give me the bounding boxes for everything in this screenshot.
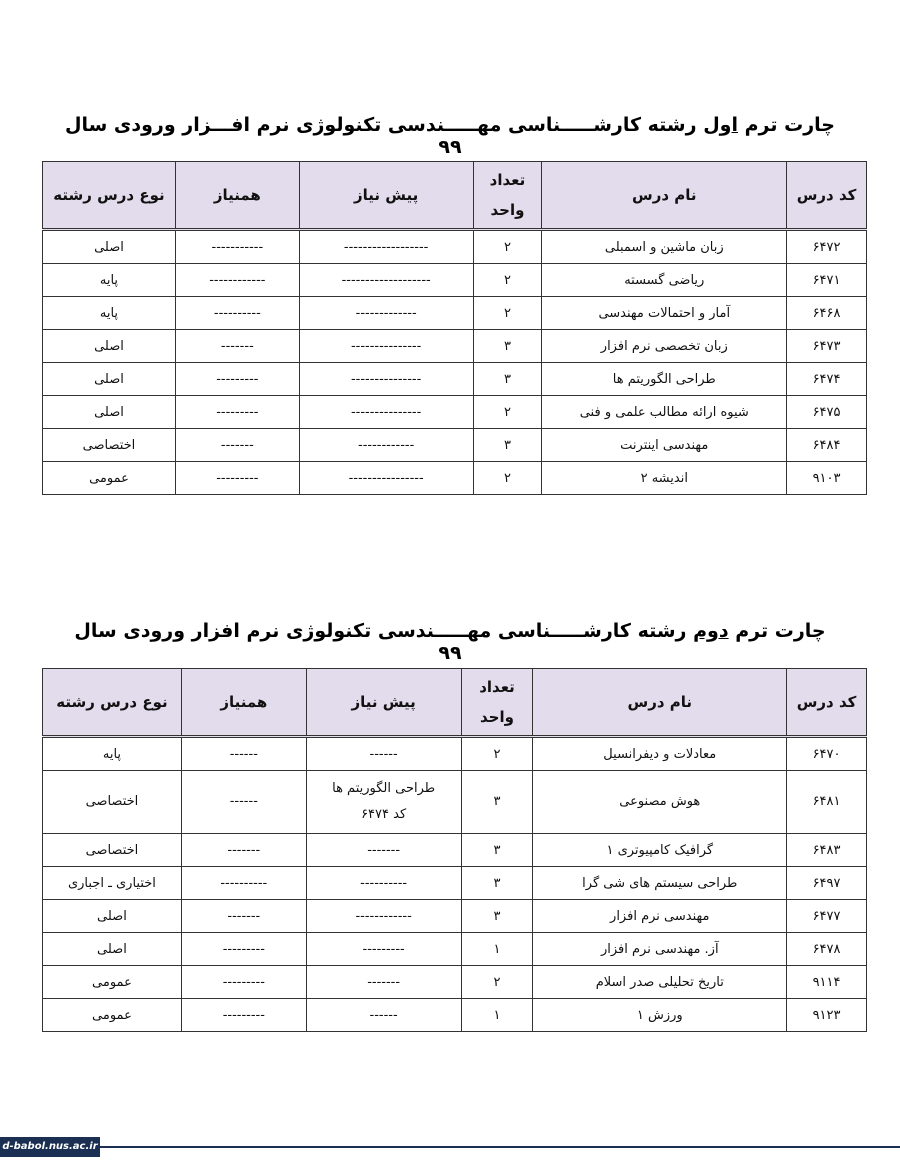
course-code: ۹۱۰۳ <box>787 462 867 495</box>
course-name: طراحی الگوریتم ها <box>542 363 787 396</box>
chart1-table <box>42 161 867 495</box>
course-prerequisite: --------------- <box>299 330 473 363</box>
table-row <box>43 330 867 363</box>
course-type: اختیاری ـ اجباری <box>43 867 182 900</box>
course-prerequisite <box>306 771 461 834</box>
course-code: ۶۴۸۳ <box>787 834 867 867</box>
header-corequisite: همنیاز <box>181 669 306 737</box>
course-type: عمومی <box>43 966 182 999</box>
course-units: ۳ <box>461 771 533 834</box>
course-units: ۲ <box>473 297 542 330</box>
header-prerequisite: پیش نیاز <box>299 162 473 230</box>
header-units-line2: واحد <box>490 201 525 219</box>
course-name: مهندسی نرم افزار <box>533 900 787 933</box>
chart2-title-prefix: چارت ترم <box>735 620 826 642</box>
table-row <box>43 462 867 495</box>
course-code: ۶۴۷۳ <box>787 330 867 363</box>
course-type: عمومی <box>43 462 176 495</box>
course-corequisite: ----------- <box>175 230 299 264</box>
course-corequisite: --------- <box>175 462 299 495</box>
header-course-type: نوع درس رشته <box>43 669 182 737</box>
course-prerequisite: ------------------- <box>299 264 473 297</box>
course-units: ۲ <box>473 462 542 495</box>
course-prerequisite: --------------- <box>299 396 473 429</box>
course-name: طراحی سیستم های شی گرا <box>533 867 787 900</box>
chart2-title-term: دوم <box>693 620 729 642</box>
header-corequisite: همنیاز <box>175 162 299 230</box>
course-code: ۶۴۷۵ <box>787 396 867 429</box>
course-prerequisite: ------------------ <box>299 230 473 264</box>
course-code: ۶۴۹۷ <box>787 867 867 900</box>
table-row <box>43 363 867 396</box>
chart1-title-prefix: چارت ترم <box>744 114 835 136</box>
course-name: آمار و احتمالات مهندسی <box>542 297 787 330</box>
table-row <box>43 771 867 834</box>
table-row <box>43 966 867 999</box>
course-name: معادلات و دیفرانسیل <box>533 737 787 771</box>
course-name: هوش مصنوعی <box>533 771 787 834</box>
course-type: پایه <box>43 297 176 330</box>
prerequisite-course-code: کد ۶۴۷۴ <box>361 807 407 822</box>
course-prerequisite: ---------- <box>306 867 461 900</box>
course-units: ۲ <box>473 230 542 264</box>
course-type: اصلی <box>43 363 176 396</box>
course-name: اندیشه ۲ <box>542 462 787 495</box>
course-corequisite: ------- <box>175 429 299 462</box>
header-units-line1: تعداد <box>479 678 515 696</box>
table-row <box>43 396 867 429</box>
course-name: شیوه ارائه مطالب علمی و فنی <box>542 396 787 429</box>
course-prerequisite: ------------ <box>306 900 461 933</box>
course-code: ۶۴۸۱ <box>787 771 867 834</box>
course-units: ۳ <box>461 834 533 867</box>
course-corequisite: ------------ <box>175 264 299 297</box>
header-course-type: نوع درس رشته <box>43 162 176 230</box>
course-corequisite: ---------- <box>181 867 306 900</box>
chart1-title <box>60 114 840 158</box>
course-type: اصلی <box>43 330 176 363</box>
course-units: ۲ <box>461 966 533 999</box>
course-name: زبان تخصصی نرم افزار <box>542 330 787 363</box>
header-code: کد درس <box>787 669 867 737</box>
chart1-header-row <box>43 162 867 230</box>
course-name: تاریخ تحلیلی صدر اسلام <box>533 966 787 999</box>
course-name: مهندسی اینترنت <box>542 429 787 462</box>
chart2-title <box>60 620 840 664</box>
course-units: ۲ <box>473 396 542 429</box>
course-type: اختصاصی <box>43 771 182 834</box>
course-units: ۱ <box>461 999 533 1032</box>
site-watermark: d-babol.nus.ac.ir <box>0 1137 100 1157</box>
course-type: اختصاصی <box>43 429 176 462</box>
course-units: ۳ <box>461 900 533 933</box>
course-prerequisite: ---------------- <box>299 462 473 495</box>
header-units-line2: واحد <box>480 708 514 726</box>
table-row <box>43 867 867 900</box>
course-prerequisite: ------ <box>306 737 461 771</box>
header-units-line1: تعداد <box>489 171 526 189</box>
table-row <box>43 429 867 462</box>
chart2-header-row <box>43 669 867 737</box>
course-code: ۹۱۲۳ <box>787 999 867 1032</box>
course-prerequisite: --------- <box>306 933 461 966</box>
course-type: اصلی <box>43 900 182 933</box>
course-type: پایه <box>43 264 176 297</box>
course-code: ۶۴۷۷ <box>787 900 867 933</box>
course-code: ۶۴۸۴ <box>787 429 867 462</box>
header-course-name: نام درس <box>533 669 787 737</box>
course-corequisite: --------- <box>181 933 306 966</box>
course-code: ۶۴۷۴ <box>787 363 867 396</box>
table-row <box>43 834 867 867</box>
course-code: ۶۴۷۲ <box>787 230 867 264</box>
course-name: آز. مهندسی نرم افزار <box>533 933 787 966</box>
header-prerequisite: پیش نیاز <box>306 669 461 737</box>
course-prerequisite: ------- <box>306 834 461 867</box>
header-units <box>473 162 542 230</box>
course-units: ۲ <box>461 737 533 771</box>
table-row <box>43 264 867 297</box>
course-prerequisite: ------------- <box>299 297 473 330</box>
header-units <box>461 669 533 737</box>
course-units: ۳ <box>461 867 533 900</box>
course-corequisite: ------- <box>175 330 299 363</box>
table-row <box>43 230 867 264</box>
prerequisite-course-name: طراحی الگوریتم ها <box>332 781 436 796</box>
course-corequisite: --------- <box>181 966 306 999</box>
course-code: ۶۴۷۸ <box>787 933 867 966</box>
table-row <box>43 737 867 771</box>
course-corequisite: ------- <box>181 900 306 933</box>
chart1-title-term: اول <box>703 114 738 136</box>
course-code: ۹۱۱۴ <box>787 966 867 999</box>
footer-divider <box>100 1146 900 1148</box>
course-prerequisite: ------------ <box>299 429 473 462</box>
table-row <box>43 900 867 933</box>
course-corequisite: ---------- <box>175 297 299 330</box>
course-corequisite: --------- <box>181 999 306 1032</box>
course-type: پایه <box>43 737 182 771</box>
table-row <box>43 297 867 330</box>
course-type: اصلی <box>43 230 176 264</box>
course-corequisite: ------ <box>181 737 306 771</box>
course-units: ۳ <box>473 429 542 462</box>
course-units: ۲ <box>473 264 542 297</box>
course-units: ۱ <box>461 933 533 966</box>
course-corequisite: ------- <box>181 834 306 867</box>
course-type: اصلی <box>43 396 176 429</box>
course-name: ورزش ۱ <box>533 999 787 1032</box>
course-code: ۶۴۷۰ <box>787 737 867 771</box>
chart1-title-suffix: رشته کارشـــــناسی مهـــــندسی تکنولوژی نرم افـــزار ورودی سال ۹۹ <box>65 114 697 158</box>
course-type: اختصاصی <box>43 834 182 867</box>
course-type: عمومی <box>43 999 182 1032</box>
table-row <box>43 999 867 1032</box>
header-course-name: نام درس <box>542 162 787 230</box>
course-units: ۳ <box>473 330 542 363</box>
course-prerequisite: --------------- <box>299 363 473 396</box>
course-prerequisite: ------- <box>306 966 461 999</box>
course-code: ۶۴۷۱ <box>787 264 867 297</box>
table-row <box>43 933 867 966</box>
course-type: اصلی <box>43 933 182 966</box>
course-name: گرافیک کامپیوتری ۱ <box>533 834 787 867</box>
course-prerequisite: ------ <box>306 999 461 1032</box>
header-code: کد درس <box>787 162 867 230</box>
course-code: ۶۴۶۸ <box>787 297 867 330</box>
course-corequisite: --------- <box>175 396 299 429</box>
course-units: ۳ <box>473 363 542 396</box>
course-name: ریاضی گسسته <box>542 264 787 297</box>
chart2-table <box>42 668 867 1032</box>
course-corequisite: ------ <box>181 771 306 834</box>
course-name: زبان ماشین و اسمبلی <box>542 230 787 264</box>
course-corequisite: --------- <box>175 363 299 396</box>
chart2-title-suffix: رشته کارشـــــناسی مهـــــندسی تکنولوژی نرم افزار ورودی سال ۹۹ <box>74 620 687 664</box>
